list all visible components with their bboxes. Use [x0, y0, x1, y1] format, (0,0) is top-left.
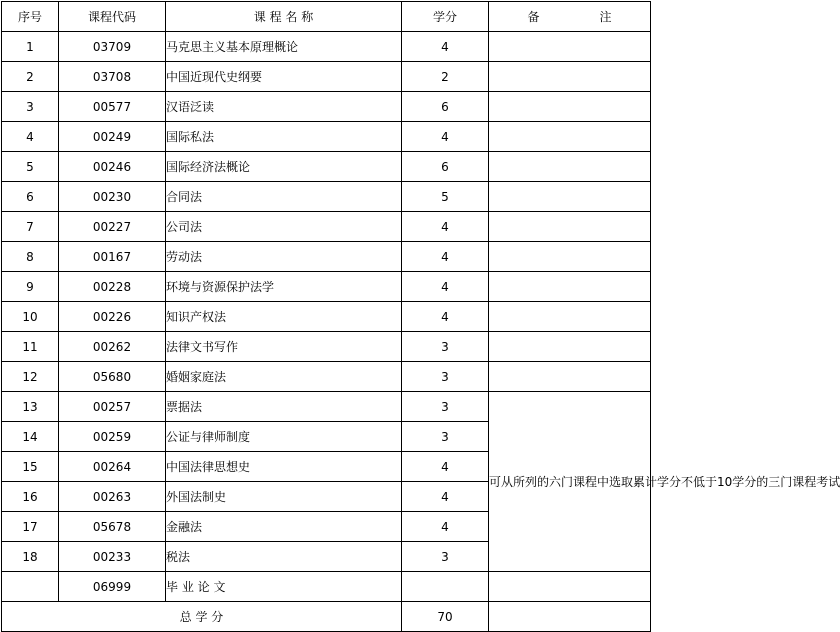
cell-remark	[489, 212, 651, 242]
cell-seq: 14	[2, 422, 59, 452]
table-row	[2, 392, 651, 422]
cell-credit: 4	[402, 32, 489, 62]
header-remark-left: 备	[527, 10, 540, 24]
total-row	[2, 602, 651, 632]
cell-code: 00246	[59, 152, 166, 182]
table-row	[2, 182, 651, 212]
cell-credit: 4	[402, 212, 489, 242]
cell-name: 票据法	[166, 392, 402, 422]
table-row	[2, 62, 651, 92]
table-row	[2, 572, 651, 602]
header-seq: 序号	[2, 2, 59, 32]
cell-seq: 16	[2, 482, 59, 512]
total-remark	[489, 602, 651, 632]
cell-name: 金融法	[166, 512, 402, 542]
cell-name: 马克思主义基本原理概论	[166, 32, 402, 62]
cell-remark	[489, 302, 651, 332]
cell-code: 05680	[59, 362, 166, 392]
cell-name: 知识产权法	[166, 302, 402, 332]
cell-seq: 11	[2, 332, 59, 362]
cell-code: 00167	[59, 242, 166, 272]
cell-name: 公证与律师制度	[166, 422, 402, 452]
cell-seq: 10	[2, 302, 59, 332]
table-row	[2, 302, 651, 332]
cell-code: 06999	[59, 572, 166, 602]
cell-credit: 3	[402, 362, 489, 392]
cell-remark	[489, 242, 651, 272]
cell-seq: 8	[2, 242, 59, 272]
table-row	[2, 152, 651, 182]
cell-remark	[489, 92, 651, 122]
cell-seq: 4	[2, 122, 59, 152]
cell-name: 毕 业 论 文	[166, 572, 402, 602]
cell-name: 公司法	[166, 212, 402, 242]
cell-code: 00263	[59, 482, 166, 512]
cell-seq: 18	[2, 542, 59, 572]
cell-seq: 1	[2, 32, 59, 62]
header-code: 课程代码	[59, 2, 166, 32]
cell-credit: 4	[402, 302, 489, 332]
table-body	[2, 32, 840, 632]
cell-name: 劳动法	[166, 242, 402, 272]
cell-seq: 9	[2, 272, 59, 302]
cell-code: 00262	[59, 332, 166, 362]
header-remark	[489, 2, 651, 32]
cell-name: 外国法制史	[166, 482, 402, 512]
cell-remark	[489, 572, 651, 602]
cell-remark	[489, 362, 651, 392]
cell-code: 00228	[59, 272, 166, 302]
table-row	[2, 272, 651, 302]
cell-credit: 4	[402, 242, 489, 272]
cell-name: 婚姻家庭法	[166, 362, 402, 392]
cell-remark	[489, 62, 651, 92]
cell-code: 00577	[59, 92, 166, 122]
cell-seq: 17	[2, 512, 59, 542]
cell-seq: 2	[2, 62, 59, 92]
cell-credit: 5	[402, 182, 489, 212]
cell-name: 国际私法	[166, 122, 402, 152]
cell-name: 税法	[166, 542, 402, 572]
cell-code: 00257	[59, 392, 166, 422]
cell-seq: 3	[2, 92, 59, 122]
cell-seq	[2, 572, 59, 602]
cell-code: 00226	[59, 302, 166, 332]
cell-remark	[489, 122, 651, 152]
cell-name: 汉语泛读	[166, 92, 402, 122]
table-row	[2, 332, 651, 362]
cell-credit: 6	[402, 152, 489, 182]
cell-credit: 2	[402, 62, 489, 92]
header-credit: 学分	[402, 2, 489, 32]
cell-code: 00233	[59, 542, 166, 572]
header-remark-right: 注	[599, 10, 612, 24]
cell-credit: 3	[402, 542, 489, 572]
cell-code: 00227	[59, 212, 166, 242]
cell-credit: 3	[402, 422, 489, 452]
header-row	[2, 2, 651, 32]
cell-credit: 4	[402, 272, 489, 302]
cell-credit: 3	[402, 392, 489, 422]
cell-code: 00230	[59, 182, 166, 212]
cell-name: 法律文书写作	[166, 332, 402, 362]
cell-code: 00259	[59, 422, 166, 452]
cell-remark	[489, 152, 651, 182]
cell-credit: 4	[402, 452, 489, 482]
cell-seq: 5	[2, 152, 59, 182]
total-label: 总 学 分	[2, 602, 402, 632]
cell-code: 00264	[59, 452, 166, 482]
cell-credit: 4	[402, 122, 489, 152]
cell-name: 环境与资源保护法学	[166, 272, 402, 302]
cell-code: 03708	[59, 62, 166, 92]
cell-remark	[489, 32, 651, 62]
cell-code: 05678	[59, 512, 166, 542]
cell-code: 03709	[59, 32, 166, 62]
cell-seq: 7	[2, 212, 59, 242]
cell-remark	[489, 182, 651, 212]
table-row	[2, 362, 651, 392]
cell-credit: 6	[402, 92, 489, 122]
total-credit: 70	[402, 602, 489, 632]
header-name: 课 程 名 称	[166, 2, 402, 32]
cell-name: 中国法律思想史	[166, 452, 402, 482]
cell-seq: 13	[2, 392, 59, 422]
table-row	[2, 242, 651, 272]
course-table	[1, 1, 840, 632]
cell-seq: 15	[2, 452, 59, 482]
cell-seq: 12	[2, 362, 59, 392]
table-row	[2, 92, 651, 122]
cell-remark	[489, 272, 651, 302]
cell-credit	[402, 572, 489, 602]
cell-name: 国际经济法概论	[166, 152, 402, 182]
cell-name: 中国近现代史纲要	[166, 62, 402, 92]
remark-elective-note: 可从所列的六门课程中选取累计学分不低于10学分的三门课程考试	[489, 392, 651, 572]
table-row	[2, 212, 651, 242]
table-row	[2, 32, 651, 62]
cell-credit: 3	[402, 332, 489, 362]
cell-name: 合同法	[166, 182, 402, 212]
cell-credit: 4	[402, 482, 489, 512]
cell-remark	[489, 332, 651, 362]
cell-code: 00249	[59, 122, 166, 152]
cell-seq: 6	[2, 182, 59, 212]
table-row	[2, 122, 651, 152]
cell-credit: 4	[402, 512, 489, 542]
